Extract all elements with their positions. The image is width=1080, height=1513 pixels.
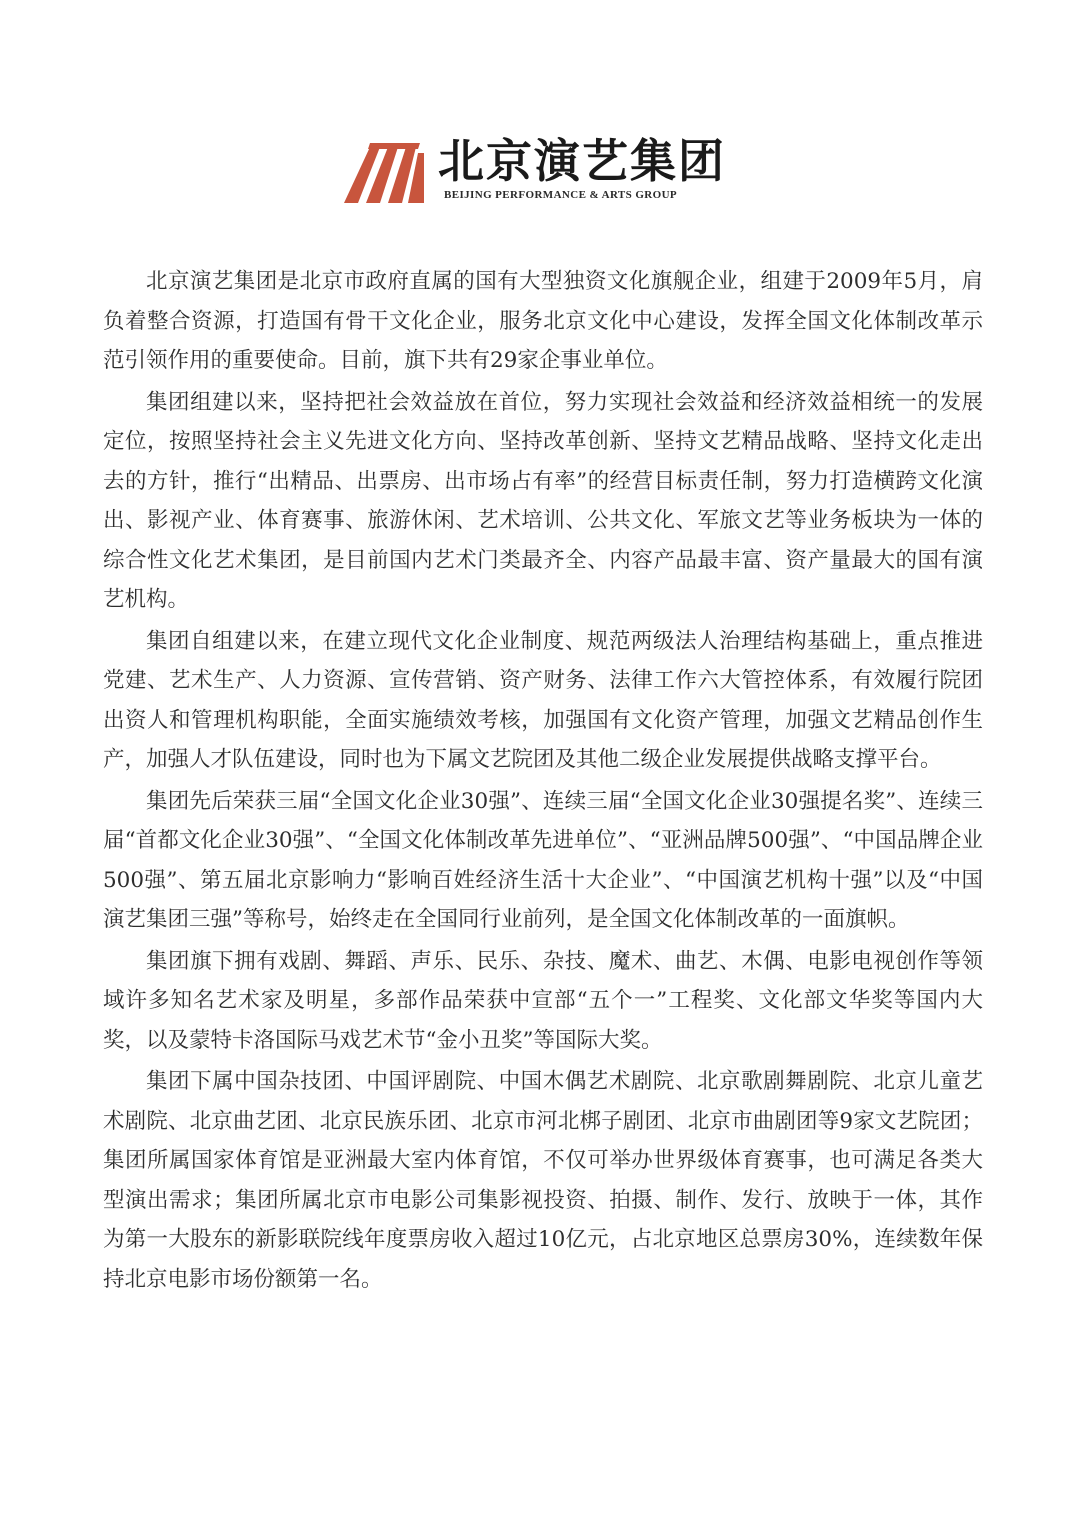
paragraph: 集团先后荣获三届“全国文化企业30强”、连续三届“全国文化企业30强提名奖”、连续三届“首都文化企业30强”、“全国文化体制改革先进单位”、“亚洲品牌500强”、“中国品牌企业500强”、第五届北京影响力“影响百姓经济生活十大企业”、“中国演艺机构十强”以及“中国演艺集团三强”等称号，始终走在全国同行业前列，是全国文化体制改革的一面旗帜。 — [103, 788, 983, 932]
logo-name-cn: 北京演艺集团 — [438, 134, 726, 188]
article-body — [103, 262, 983, 1301]
paragraph: 北京演艺集团是北京市政府直属的国有大型独资文化旗舰企业，组建于2009年5月，肩负着整合资源，打造国有骨干文化企业，服务北京文化中心建设，发挥全国文化体制改革示范引领作用的重要使命。目前，旗下共有29家企事业单位。 — [103, 269, 983, 373]
paragraph: 集团组建以来，坚持把社会效益放在首位，努力实现社会效益和经济效益相统一的发展定位，按照坚持社会主义先进文化方向、坚持改革创新、坚持文艺精品战略、坚持文化走出去的方针，推行“出精品、出票房、出市场占有率”的经营目标责任制，努力打造横跨文化演出、影视产业、体育赛事、旅游休闲、艺术培训、公共文化、军旅文艺等业务板块为一体的综合性文化艺术集团，是目前国内艺术门类最齐全、内容产品最丰富、资产量最大的国有演艺机构。 — [103, 389, 983, 612]
logo-mark-icon — [340, 139, 426, 203]
paragraph: 集团旗下拥有戏剧、舞蹈、声乐、民乐、杂技、魔术、曲艺、木偶、电影电视创作等领域许多知名艺术家及明星，多部作品荣获中宣部“五个一”工程奖、文化部文华奖等国内大奖，以及蒙特卡洛国际马戏艺术节“金小丑奖”等国际大奖。 — [103, 948, 983, 1053]
paragraph: 集团下属中国杂技团、中国评剧院、中国木偶艺术剧院、北京歌剧舞剧院、北京儿童艺术剧院、北京曲艺团、北京民族乐团、北京市河北梆子剧团、北京市曲剧团等9家文艺院团；集团所属国家体育馆是亚洲最大室内体育馆，不仅可举办世界级体育赛事，也可满足各类大型演出需求；集团所属北京市电影公司集影视投资、拍摄、制作、发行、放映于一体，其作为第一大股东的新影联院线年度票房收入超过10亿元，占北京地区总票房30%，连续数年保持北京电影市场份额第一名。 — [103, 1069, 983, 1292]
paragraph: 集团自组建以来，在建立现代文化企业制度、规范两级法人治理结构基础上，重点推进党建、艺术生产、人力资源、宣传营销、资产财务、法律工作六大管控体系，有效履行院团出资人和管理机构职能，全面实施绩效考核，加强国有文化资产管理，加强文艺精品创作生产，加强人才队伍建设，同时也为下属文艺院团及其他二级企业发展提供战略支撑平台。 — [103, 628, 983, 772]
company-logo — [340, 134, 726, 205]
logo-name-en: BEIJING PERFORMANCE & ARTS GROUP — [444, 189, 678, 201]
